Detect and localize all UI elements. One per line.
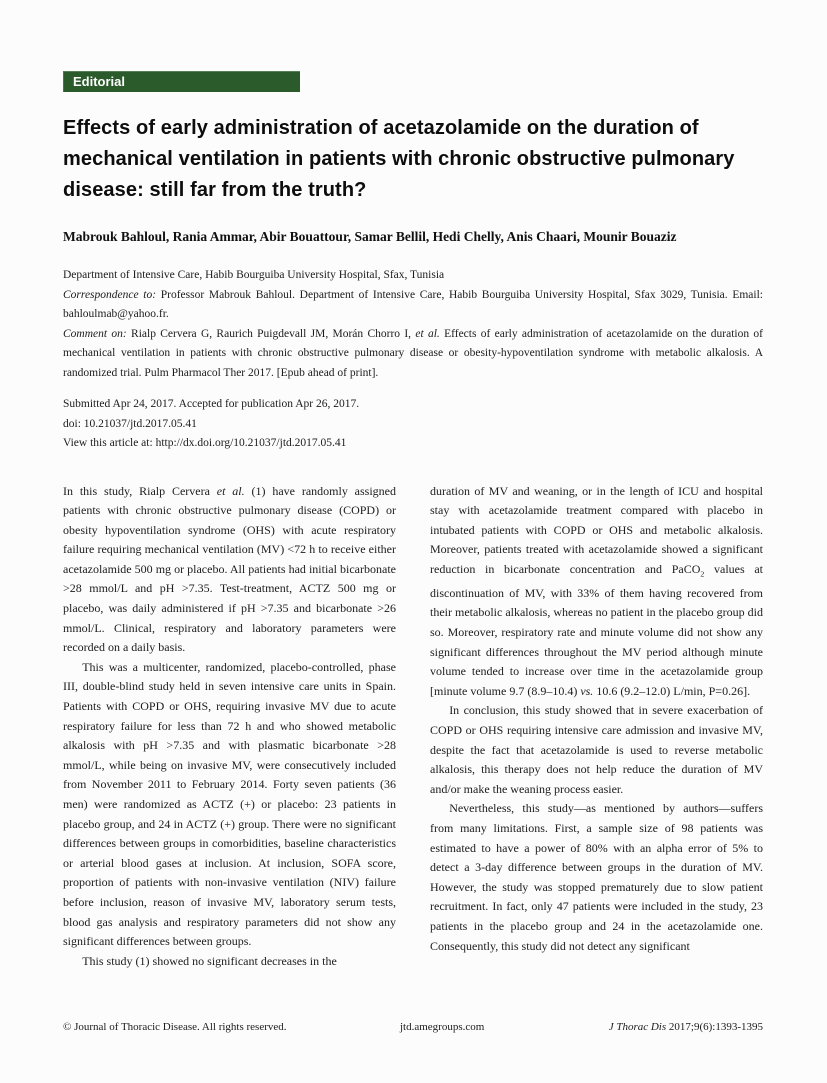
left-column — [63, 482, 396, 972]
submitted-line: Submitted Apr 24, 2017. Accepted for publication Apr 26, 2017. — [63, 398, 360, 410]
authors-line: Mabrouk Bahloul, Rania Ammar, Abir Bouattour, Samar Bellil, Hedi Chelly, Anis Chaari, Mounir Bouaziz — [63, 229, 677, 244]
citation-text: J Thorac Dis 2017;9(6):1393-1395 — [608, 1021, 763, 1033]
article-url-link[interactable]: http://dx.doi.org/10.21037/jtd.2017.05.41 — [155, 437, 347, 449]
article-body — [63, 482, 763, 972]
body-paragraph: Nevertheless, this study—as mentioned by authors—suffers from many limitations. First, a sample size of 98 patients was estimated to have a power of 80% with an alpha error of 5% to detect a 3-day difference between groups in the duration of MV. However, the study was stopped prematurely due to slow patient recruitment. In fact, only 47 patients were included in the study, 23 patients in the placebo group and 24 in the acetazolamide one. Consequently, this study did not detect any significant — [430, 801, 763, 953]
submission-info — [63, 395, 763, 454]
right-column — [430, 482, 763, 972]
copyright-text: © Journal of Thoracic Disease. All rights reserved. — [63, 1021, 287, 1033]
body-paragraph: This was a multicenter, randomized, placebo-controlled, phase III, double-blind study held in seven intensive care units in Spain. Patients with COPD or OHS, requiring invasive MV due to acute respiratory failure for less than 72 h and who showed metabolic alkalosis with pH >7.35 and with plasmatic bicarbonate >28 mmol/L, while being on invasive MV, were consecutively included from November 2011 to February 2014. Forty seven patients (36 men) were randomized as ACTZ (+) or placebo: 23 patients in placebo group, and 24 in ACTZ (+) group. There were no significant differences between groups in comorbidities, baseline characteristics or arterial blood gases at inclusion. At inclusion, SOFA score, proportion of patients with non-invasive ventilation (NIV) failure before inclusion, reason of invasive MV, laboratory serum tests, blood gas analysis and respiratory parameters did not show any significant differences between groups. — [63, 659, 396, 949]
affiliation-line: Department of Intensive Care, Habib Bourguiba University Hospital, Sfax, Tunisia — [63, 269, 445, 281]
body-paragraph: In this study, Rialp Cervera et al. (1) have randomly assigned patients with chronic obstructive pulmonary disease (COPD) or obesity hypoventilation syndrome (OHS) with acute respiratory failure requiring mechanical ventilation (MV) <72 h to receive either acetazolamide 500 mg or placebo. All patients had initial bicarbonate >28 mmol/L and pH >7.35. Test-treatment, ACTZ 500 mg or placebo, was daily administered if pH >7.35 and bicarbonate >26 mmol/L. Clinical, respiratory and laboratory parameters were recorded on a daily basis. — [63, 483, 397, 655]
body-paragraph: This study (1) showed no significant decreases in the — [82, 953, 337, 968]
body-paragraph: In conclusion, this study showed that in severe exacerbation of COPD or OHS requiring intensive care admission and invasive MV, despite the fact that acetazolamide is used to reverse metabolic alkalosis, this therapy does not help reduce the duration of MV and/or make the weaning process easier. — [430, 703, 763, 796]
view-article-line — [63, 434, 763, 454]
page-content — [63, 0, 763, 971]
doi-line: doi: 10.21037/jtd.2017.05.41 — [63, 417, 197, 430]
article-meta — [63, 266, 763, 383]
article-title: Effects of early administration of acetazolamide on the duration of mechanical ventilation in patients with chronic obstructive pulmonary disease: still far from the truth? — [63, 117, 735, 201]
journal-website-link[interactable]: jtd.amegroups.com — [400, 1021, 485, 1033]
body-paragraph: duration of MV and weaning, or in the length of ICU and hospital stay with acetazolamide treatment compared with placebo in intubated patients with COPD or OHS and metabolic alkalosis. Moreover, patients treated with acetazolamide showed a significant reduction in bicarbonate concentration and PaCO$_2$ values at discontinuation of MV, with 33% of them having recovered from their metabolic alkalosis, whereas no patient in the placebo group did so. Moreover, respiratory rate and minute volume did not show any significant differences throughout the MV period although minute volume tended to increase over time in the acetazolamide group [minute volume 9.7 (8.9–10.4) vs. 10.6 (9.2–12.0) L/min, P=0.26]. — [430, 483, 763, 698]
comment-on-line: Comment on: Rialp Cervera G, Raurich Puigdevall JM, Morán Chorro I, et al. Effects of early administration of acetazolamide on the duration of mechanical ventilation in patients with chronic obstructive pulmonary disease or obesity-hypoventilation syndrome with metabolic alkalosis. A randomized trial. Pulm Pharmacol Ther 2017. [Epub ahead of print]. — [63, 327, 763, 379]
view-article-label: View this article at: — [63, 437, 156, 449]
section-badge: Editorial — [63, 71, 300, 92]
correspondence-line: Correspondence to: Professor Mabrouk Bahloul. Department of Intensive Care, Habib Bourguiba University Hospital, Sfax 3029, Tunisia. Email: bahloulmab@yahoo.fr. — [63, 288, 763, 320]
